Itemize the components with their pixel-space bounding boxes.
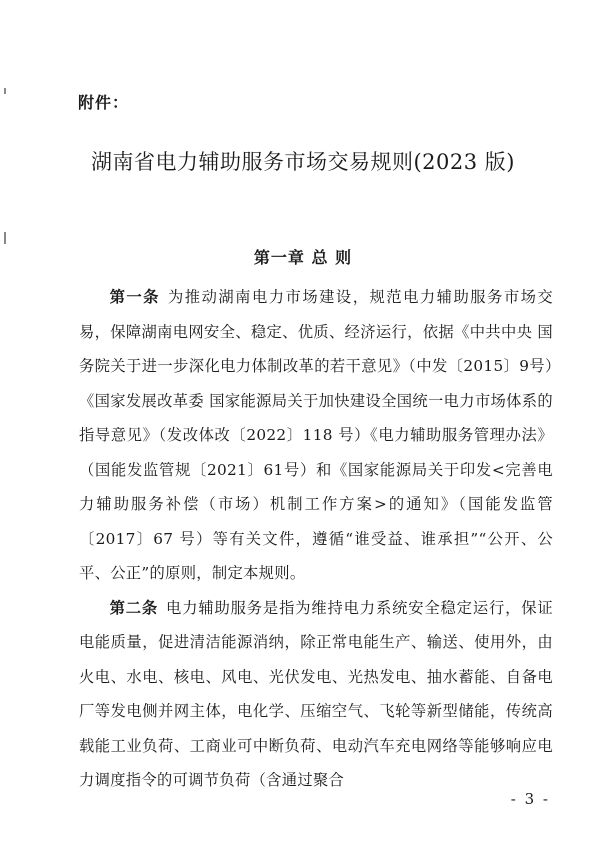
article-number: 第二条 [109, 598, 159, 617]
scan-artifact [4, 232, 6, 244]
chapter-heading: 第一章 总 则 [253, 248, 353, 267]
attachment-label: 附件： [78, 93, 130, 112]
scan-artifact [4, 88, 6, 94]
article-text: 电力辅助服务是指为维持电力系统安全稳定运行，保证电能质量，促进清洁能源消纳，除正常电能生产、输送、使用外，由火电、水电、核电、风电、光伏发电、光热发电、抽水蓄能、自备电厂等发电侧并网主体，电化学、压缩空气、飞轮等新型储能，传统高载能工业负荷、工商业可中断负荷、电动汽车充电网络等能够响应电力调度指令的可调节负荷（含通过聚合 [79, 598, 554, 789]
article-paragraph [79, 280, 553, 591]
article-paragraph [79, 591, 553, 798]
article-text: 为推动湖南电力市场建设，规范电力辅助服务市场交易，保障湖南电网安全、稳定、优质、经济运行，依据《中共中央 国务院关于进一步深化电力体制改革的若干意见》（中发〔2015〕9号）《国家发展改革委 国家能源局关于加快建设全国统一电力市场体系的指导意见》（发改体改〔2022〕118 号）《电力辅助服务管理办法》（国能发监管规〔2021〕61号）和《国家能源局关于印发<完善电力辅助服务补偿（市场）机制工作方案>的通知》（国能发监管〔2017〕67 号）等有关文件，遵循“谁受益、谁承担”“公开、公平、公正”的原则，制定本规则。 [79, 288, 554, 582]
article-number: 第一条 [109, 288, 160, 306]
document-title: 湖南省电力辅助服务市场交易规则(2023 版) [90, 150, 515, 174]
body-text [79, 280, 553, 798]
page-number: - 3 - [510, 790, 550, 808]
